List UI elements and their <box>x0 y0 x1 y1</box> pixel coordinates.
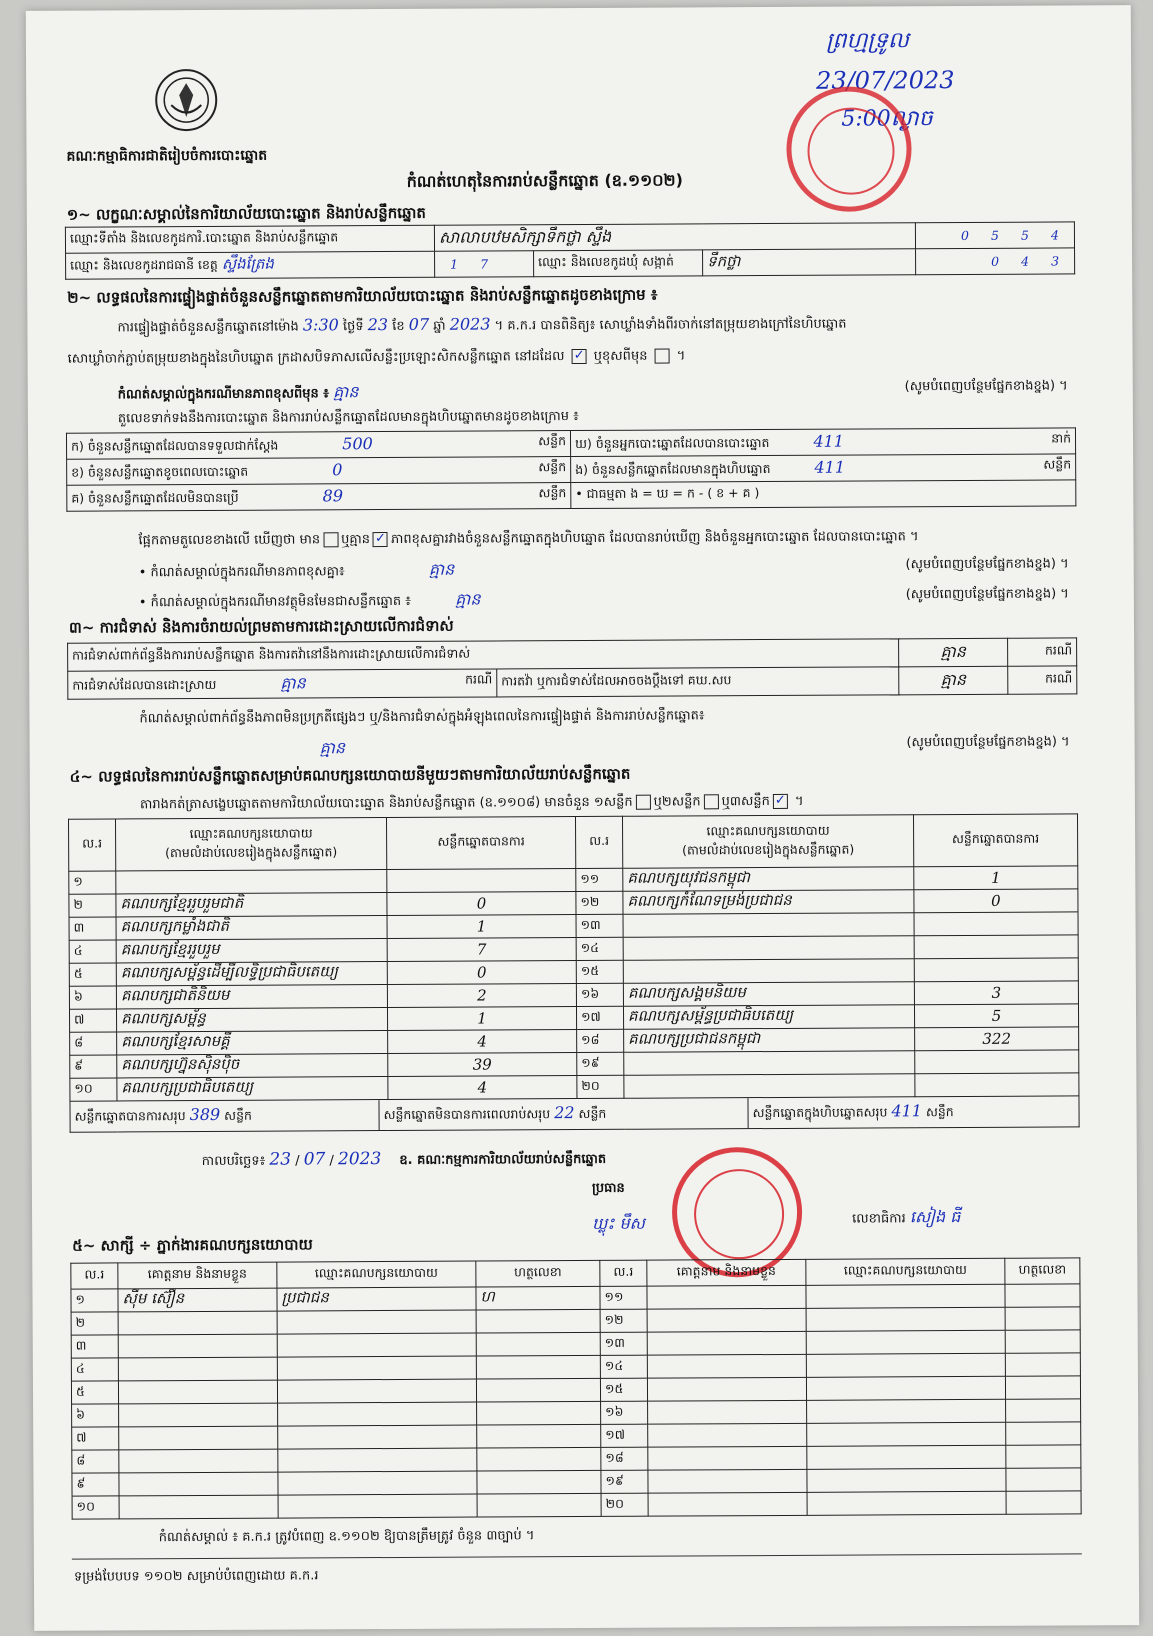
party-votes <box>387 869 576 893</box>
party-votes: 39 <box>388 1053 577 1077</box>
witness-signature <box>476 1378 600 1402</box>
party-no: ៩ <box>70 1055 117 1078</box>
row1-code <box>915 222 1074 249</box>
witness-name <box>118 1334 277 1358</box>
witness-signature <box>1006 1422 1081 1445</box>
party-votes: 322 <box>915 1027 1079 1051</box>
party-no: ៤ <box>69 940 116 963</box>
w-col-party: ឈ្មោះគណបក្សនយោបាយ <box>277 1261 476 1288</box>
witness-name <box>647 1308 806 1332</box>
witness-rows <box>71 1284 1081 1519</box>
party-votes <box>915 1073 1079 1097</box>
party-name: គណបក្សប្រជាជនកម្ពុជា <box>624 1028 915 1053</box>
party-name: គណបក្សកម្លាំងជាតិ <box>116 916 387 940</box>
irregularity-note: គ្មាន (សូមបំពេញបន្ថែមផ្នែកខាងខ្នង) ។ <box>319 734 1070 758</box>
witness-signature <box>1006 1445 1081 1468</box>
same-checkbox[interactable]: ✓ <box>572 349 587 364</box>
party-name: គណបក្សសង្គមនិយម <box>623 982 914 1007</box>
one-sheet-checkbox[interactable] <box>636 795 651 810</box>
witness-no: ៤ <box>71 1358 118 1381</box>
witness-signature <box>1006 1491 1081 1514</box>
witness-party <box>806 1353 1005 1377</box>
difference-note: កំណត់សម្គាល់ក្នុងករណីមានភាពខុសពីមុន ៖ គ្មាន (សូមបំពេញបន្ថែមផ្នែកខាងខ្នង) ។ <box>117 378 1068 403</box>
compare-line: ផ្អែកតាមតួលេខខាងលើ ឃើញថា មាន ឬគ្មាន ✓ ភាពខុសគ្នារវាងចំនួនសន្លឹកឆ្នោតក្នុងហិបឆ្នោត ដែលបានរាប់ឃើញ និងចំនួនអ្នកបោះឆ្នោត ដែលបានបោះឆ្នោត ។ <box>138 529 919 549</box>
witness-name <box>648 1423 807 1447</box>
footer-divider <box>72 1553 1082 1559</box>
witness-name <box>648 1492 807 1516</box>
figure-ko: គ) ចំនួនសន្លឹកឆ្នោតដែលមិនបានប្រើ 89 សន្លឹក <box>67 483 571 512</box>
code-digit: 5 <box>1020 227 1029 243</box>
org-name: គណៈកម្មាធិការជាតិរៀបចំការបោះឆ្នោត <box>66 147 268 165</box>
totals-row <box>70 1096 1079 1132</box>
witness-party <box>277 1333 476 1357</box>
witness-name <box>647 1377 806 1401</box>
witness-party <box>278 1425 477 1449</box>
witness-name <box>119 1472 278 1496</box>
witness-party <box>806 1284 1005 1308</box>
objection-table <box>67 637 1077 699</box>
witness-name <box>647 1285 806 1309</box>
party-no: ១៤ <box>576 937 623 960</box>
witness-signature <box>476 1332 600 1356</box>
figures-table <box>66 427 1076 511</box>
party-name <box>623 913 914 938</box>
section2-title: ២~ លទ្ធផលនៃការផ្ទៀងផ្ទាត់ចំនួនសន្លឹកឆ្នោតតាមការិយាល័យបោះឆ្នោត និងរាប់សន្លឹកឆ្នោតដូចខាងក្រោម ៖ <box>67 285 658 307</box>
province-value: ស្ទឹងត្រែង <box>221 254 274 273</box>
party-no: ១២ <box>576 891 623 914</box>
time-value: 3:30 <box>302 315 339 335</box>
footer-text: ទម្រង់បែបបទ ១១០២ សម្រាប់បំពេញដោយ គ.ក.រ <box>73 1568 319 1585</box>
witness-party <box>806 1330 1005 1354</box>
row1-label: ឈ្មោះទីតាំង និងលេខកូដការិ.បោះឆ្នោត និងរាប់សន្លឹកឆ្នោត <box>65 225 434 253</box>
witness-party <box>807 1422 1006 1446</box>
party-votes: 1 <box>914 866 1078 890</box>
party-votes: 2 <box>387 984 576 1008</box>
secretary-label: លេខាធិការ សៀង ធី <box>852 1207 961 1227</box>
w-col-name: គោត្តនាម និងនាមខ្លួន <box>118 1262 277 1289</box>
party-no: ១១ <box>576 868 623 891</box>
figures-intro: តួលេខទាក់ទងនឹងការបោះឆ្នោត និងការរាប់សន្លឹកឆ្នោតដែលមានក្នុងហិបឆ្នោតមានដូចខាងក្រោម ៖ <box>117 409 579 427</box>
witness-name <box>118 1311 277 1335</box>
witness-signature <box>476 1309 600 1333</box>
witness-party <box>278 1494 477 1518</box>
party-no: ៨ <box>70 1032 117 1055</box>
footnote: កំណត់សម្គាល់ ៖ គ.ក.រ ត្រូវបំពេញ ឧ.១១០២ ឱ្យបានត្រឹមត្រូវ ចំនួន ៣ច្បាប់ ។ <box>158 1528 535 1546</box>
section4-intro: តារាងកត់ត្រាសង្ខេបឆ្នោតតាមការិយាល័យបោះឆ្នោត និងរាប់សន្លឹកឆ្នោត (ឧ.១១០៨) មានចំនួន ១សន្លឹក ឬ២សន្លឹក ឬ៣សន្លឹក ✓ ។ <box>139 792 804 813</box>
w-col-no: ល.រ <box>71 1263 118 1289</box>
row1-value: សាលាបឋមសិក្សាទឹកថ្លា ស្ទឹង <box>434 223 915 252</box>
witness-no: ១១ <box>600 1286 647 1309</box>
code-digit: 5 <box>990 227 999 243</box>
figure-ngo: ង) ចំនួនសន្លឹកឆ្នោតដែលមានក្នុងហិបឆ្នោត 411 សន្លឹក <box>571 454 1076 483</box>
witness-party <box>807 1399 1006 1423</box>
witness-name <box>118 1357 277 1381</box>
party-name: គណបក្សយុវជនកម្ពុជា <box>623 867 914 892</box>
party-no: ១ <box>69 871 116 894</box>
party-no: ១៣ <box>576 914 623 937</box>
party-votes <box>914 958 1078 982</box>
total-valid: សន្លឹកឆ្នោតបានការសរុប 389 សន្លឹក <box>70 1100 379 1132</box>
w-col-no: ល.រ <box>600 1260 647 1286</box>
row2-code2: 0 4 3 <box>916 248 1075 275</box>
witness-no: ១៧ <box>601 1424 648 1447</box>
witness-signature <box>1005 1284 1080 1307</box>
w-col-name: គោត្តនាម និងនាមខ្លួន <box>647 1259 806 1286</box>
diff-note: • កំណត់សម្គាល់ក្នុងករណីមានភាពខុសគ្នា៖ គ្មាន (សូមបំពេញបន្ថែមផ្នែកខាងខ្នង) ។ <box>138 556 1069 581</box>
party-no: ៧ <box>69 1009 116 1032</box>
witness-no: ៥ <box>71 1381 118 1404</box>
objection-row2-value2: គ្មាន <box>899 666 1008 695</box>
difference-note-value: គ្មាន <box>333 382 359 402</box>
objection-row2-label: ការជំទាស់ដែលបានដោះស្រាយ គ្មាន ករណី <box>68 669 497 699</box>
witness-no: ១៤ <box>600 1355 647 1378</box>
party-votes <box>914 912 1078 936</box>
w-col-party: ឈ្មោះគណបក្សនយោបាយ <box>806 1258 1005 1285</box>
party-votes: 0 <box>387 892 576 916</box>
form-page <box>26 5 1139 1631</box>
witness-party <box>806 1307 1005 1331</box>
row2-label2: ឈ្មោះ និងលេខកូដឃុំ សង្កាត់ <box>534 250 703 277</box>
row2-code: 1 7 <box>435 251 534 278</box>
objection-row1-label: ការជំទាស់ពាក់ព័ន្ធនឹងការរាប់សន្លឹកឆ្នោត និងការតវ៉ានៅនឹងការដោះស្រាយលើការជំទាស់ <box>68 639 899 671</box>
party-votes: 5 <box>914 1004 1078 1028</box>
three-sheet-checkbox[interactable]: ✓ <box>773 794 788 809</box>
witness-name: ស៊ឹម ស៊ឿន <box>118 1288 277 1312</box>
party-name <box>624 1051 915 1076</box>
w-col-sign: ហត្ថលេខា <box>476 1260 600 1287</box>
col-party: ឈ្មោះគណបក្សនយោបាយ (តាមលំដាប់លេខរៀងក្នុងសន្លឹកឆ្នោត) <box>622 815 913 869</box>
witness-party <box>806 1376 1005 1400</box>
col-votes: សន្លឹកឆ្នោតបានការ <box>386 817 575 870</box>
day-value: 23 <box>367 315 389 335</box>
witness-signature <box>1006 1399 1081 1422</box>
witness-no: ១ <box>71 1289 118 1312</box>
party-no: ១៨ <box>577 1029 624 1052</box>
party-name: គណបក្សសម្ព័ន្ធប្រជាធិបតេយ្យ <box>623 1005 914 1030</box>
party-name: គណបក្សខ្មែររួបរួមជាតិ <box>116 893 387 917</box>
party-votes: 4 <box>388 1030 577 1054</box>
chair-label: ប្រធាន <box>591 1180 625 1196</box>
party-votes: 0 <box>387 961 576 985</box>
witness-party <box>277 1356 476 1380</box>
figure-kha: ខ) ចំនួនសន្លឹកឆ្នោតខូចពេលបោះឆ្នោត 0 សន្លឹក <box>67 457 571 486</box>
witness-no: ១៣ <box>600 1332 647 1355</box>
col-no: ល.រ <box>68 819 115 871</box>
section1-table <box>65 221 1075 279</box>
witness-signature <box>1005 1307 1080 1330</box>
no-difference-checkbox[interactable]: ✓ <box>373 532 388 547</box>
witness-no: ៧ <box>72 1427 119 1450</box>
party-no: ៥ <box>69 963 116 986</box>
witness-signature <box>477 1493 601 1517</box>
witness-signature <box>476 1355 600 1379</box>
party-results-table <box>68 813 1080 1132</box>
objection-row2-label2: ការតវ៉ា ឬការជំទាស់ដែលអាចចងប្តឹងទៅ គឃ.សប <box>497 667 899 697</box>
two-sheet-checkbox[interactable] <box>704 794 719 809</box>
witness-signature <box>477 1424 601 1448</box>
committee-seal-icon <box>672 1147 803 1278</box>
col-no: ល.រ <box>575 816 622 868</box>
witness-party <box>278 1402 477 1426</box>
witness-signature <box>477 1470 601 1494</box>
verification-line1: ការផ្ទៀងផ្ទាត់ចំនួនសន្លឹកឆ្នោតនៅម៉ោង 3:30 ថ្ងៃទី 23 ខែ 07 ឆ្នាំ 2023 ។ គ.ក.រ បានពិនិត្យ៖ សោឃ្លាំងទាំងពីរចាក់នៅតម្រុយខាងក្រៅនៃហិបឆ្នោត <box>117 314 847 336</box>
witness-party <box>807 1491 1006 1515</box>
table-row <box>72 1491 1081 1519</box>
witness-signature <box>1005 1330 1080 1353</box>
witness-name <box>647 1354 806 1378</box>
party-no: ១៦ <box>576 983 623 1006</box>
party-votes: 1 <box>387 915 576 939</box>
party-name: គណបក្សកំណែទម្រង់ប្រជាជន <box>623 890 914 915</box>
chair-signature: ឃ្លុះ មឹស <box>592 1213 645 1233</box>
different-checkbox[interactable] <box>655 349 670 364</box>
witness-party <box>278 1448 477 1472</box>
w-col-sign: ហត្ថលេខា <box>1005 1258 1080 1284</box>
commune-value: ទឹកថ្លា <box>703 249 916 276</box>
witness-signature <box>1005 1376 1080 1399</box>
party-name <box>116 870 387 894</box>
witness-no: ១៨ <box>601 1447 648 1470</box>
witness-no: ២០ <box>601 1493 648 1516</box>
party-no: ៦ <box>69 986 116 1009</box>
section3-title: ៣~ ការជំទាស់ និងការចំរាយល់ព្រមតាមការដោះស្រាយលើការជំទាស់ <box>68 616 454 637</box>
handwritten-time: 5:00ល្ងាច <box>841 106 933 132</box>
handwritten-date: 23/07/2023 <box>816 66 955 95</box>
witness-signature <box>1005 1353 1080 1376</box>
section5-title: ៥~ សាក្សី ÷ ភ្នាក់ងារគណបក្សនយោបាយ <box>72 1235 313 1255</box>
witness-party <box>278 1471 477 1495</box>
case-label: ករណី <box>1008 638 1077 666</box>
code-digit: 4 <box>1050 227 1059 243</box>
total-invalid: សន្លឹកឆ្នោតមិនបានការពេលរាប់សរុប 22 សន្លឹក <box>379 1098 748 1130</box>
party-name: គណបក្សខ្មែររួបរួម <box>116 939 387 963</box>
witness-party <box>277 1310 476 1334</box>
witness-no: ១២ <box>600 1309 647 1332</box>
figure-ka: ក) ចំនួនសន្លឹកឆ្នោតដែលបានទទួលជាក់ស្តែង 500 សន្លឹក <box>66 431 570 460</box>
irregularity-note-label: កំណត់សម្គាល់ពាក់ព័ន្ធនឹងភាពមិនប្រក្រតីផ្សេងៗ ឬ/និងការជំទាស់ក្នុងអំឡុងពេលនៃការផ្ទៀងផ្ទាត់ និងការរាប់សន្លឹកឆ្នោត៖ <box>139 708 705 727</box>
witness-table <box>70 1257 1081 1519</box>
party-no: ១៥ <box>576 960 623 983</box>
witness-no: ២ <box>71 1312 118 1335</box>
witness-no: ១០ <box>72 1496 119 1519</box>
total-box: សន្លឹកឆ្នោតក្នុងហិបឆ្នោតសរុប 411 សន្លឹក <box>752 1101 954 1121</box>
party-no: ៣ <box>69 917 116 940</box>
has-difference-checkbox[interactable] <box>323 532 338 547</box>
party-votes: 1 <box>387 1007 576 1031</box>
other-note: • កំណត់សម្គាល់ក្នុងករណីមានវត្ថុមិនមែនជាសន្លឹកឆ្នោត ៖ គ្មាន (សូមបំពេញបន្ថែមផ្នែកខាងខ្នង) ។ <box>138 586 1069 611</box>
month-value: 07 <box>408 314 430 334</box>
section1-title: ១~ លក្ខណៈសម្គាល់នៃការិយាល័យបោះឆ្នោត និងរាប់សន្លឹកឆ្នោត <box>66 203 426 224</box>
party-name: គណបក្សជាតិនិយម <box>116 985 387 1009</box>
party-no: ២ <box>69 894 116 917</box>
witness-name <box>648 1469 807 1493</box>
witness-no: ៨ <box>72 1450 119 1473</box>
party-name: គណបក្សខ្មែរសាមគ្គី <box>117 1031 388 1055</box>
party-name: គណបក្សសម្ព័ន្ធដើម្បីលទ្ធិប្រជាធិបតេយ្យ <box>116 962 387 986</box>
party-name <box>623 936 914 961</box>
party-name: គណបក្សសម្ព័ន្ធ <box>116 1008 387 1032</box>
party-votes <box>914 935 1078 959</box>
witness-signature <box>1006 1468 1081 1491</box>
party-rows <box>69 866 1079 1101</box>
witness-no: ១៥ <box>600 1378 647 1401</box>
figure-kho: ឃ) ចំនួនអ្នកបោះឆ្នោតដែលបានបោះឆ្នោត 411 នាក់ <box>570 428 1075 457</box>
party-no: ១០ <box>70 1078 117 1101</box>
witness-name <box>119 1449 278 1473</box>
witness-no: ១៩ <box>601 1470 648 1493</box>
section4-title: ៤~ លទ្ធផលនៃការរាប់សន្លឹកឆ្នោតសម្រាប់គណបក្សនយោបាយនីមួយៗតាមការិយាល័យរាប់សន្លឹកឆ្នោត <box>69 764 631 786</box>
witness-party: ប្រជាជន <box>277 1287 476 1311</box>
verification-line2: សោឃ្លាំចាក់ភ្ជាប់តម្រុយខាងក្នុងនៃហិបឆ្នោត ក្រដាសបិទភាសលើសន្លឹះប្រឡោះសិកសន្លឹកឆ្នោត នៅដដែល ✓ ឬខុសពីមុន ។ <box>67 347 686 367</box>
party-name: គណបក្សហ្វ៊ុនស៊ិនប៉ិច <box>117 1054 388 1078</box>
witness-name <box>648 1446 807 1470</box>
party-name <box>623 959 914 984</box>
witness-signature: ហ <box>476 1286 600 1310</box>
witness-party <box>807 1468 1006 1492</box>
witness-name <box>119 1426 278 1450</box>
form-title: កំណត់ហេតុនៃការរាប់សន្លឹកឆ្នោត (ឧ.១១០២) <box>406 170 683 191</box>
handwritten-annotation: ព្រហ្មទ្រូល <box>825 28 909 54</box>
party-no: ១៩ <box>577 1052 624 1075</box>
formula: • ជាធម្មតា ង = ឃ = ក - ( ខ + គ ) <box>571 480 1076 509</box>
signing-date: កាលបរិច្ឆេទ៖ 23 / 07 / 2023 ឧ. គណៈកម្មការការិយាល័យរាប់សន្លឹកឆ្នោត <box>201 1149 607 1170</box>
row2-label: ឈ្មោះ និងលេខកូដរាជធានី ខេត្ត ស្ទឹងត្រែង <box>66 251 435 279</box>
witness-name <box>119 1495 278 1519</box>
party-name <box>624 1074 915 1099</box>
witness-no: ៦ <box>72 1404 119 1427</box>
nec-emblem-icon <box>151 65 221 135</box>
year-value: 2023 <box>449 314 491 334</box>
objection-row1-value: គ្មាន <box>899 638 1008 667</box>
party-votes: 3 <box>914 981 1078 1005</box>
witness-signature <box>477 1447 601 1471</box>
party-no: ១៧ <box>576 1006 623 1029</box>
witness-no: ៩ <box>72 1473 119 1496</box>
party-votes <box>915 1050 1079 1074</box>
witness-name <box>647 1331 806 1355</box>
witness-party <box>807 1445 1006 1469</box>
code-digit: 0 <box>960 227 969 244</box>
party-votes: 7 <box>387 938 576 962</box>
col-party: ឈ្មោះគណបក្សនយោបាយ (តាមលំដាប់លេខរៀងក្នុងសន្លឹកឆ្នោត) <box>115 818 386 871</box>
witness-name <box>118 1380 277 1404</box>
witness-no: ១៦ <box>601 1401 648 1424</box>
party-votes: 0 <box>914 889 1078 913</box>
witness-name <box>648 1400 807 1424</box>
witness-party <box>277 1379 476 1403</box>
case-label: ករណី <box>1008 666 1077 694</box>
official-seal-icon <box>786 86 912 212</box>
col-votes: សន្លឹកឆ្នោតបានការ <box>913 814 1077 867</box>
witness-name <box>119 1403 278 1427</box>
party-name: គណបក្សប្រជាធិបតេយ្យ <box>117 1077 388 1101</box>
witness-signature <box>477 1401 601 1425</box>
witness-no: ៣ <box>71 1335 118 1358</box>
party-no: ២០ <box>577 1075 624 1098</box>
party-votes: 4 <box>388 1076 577 1100</box>
